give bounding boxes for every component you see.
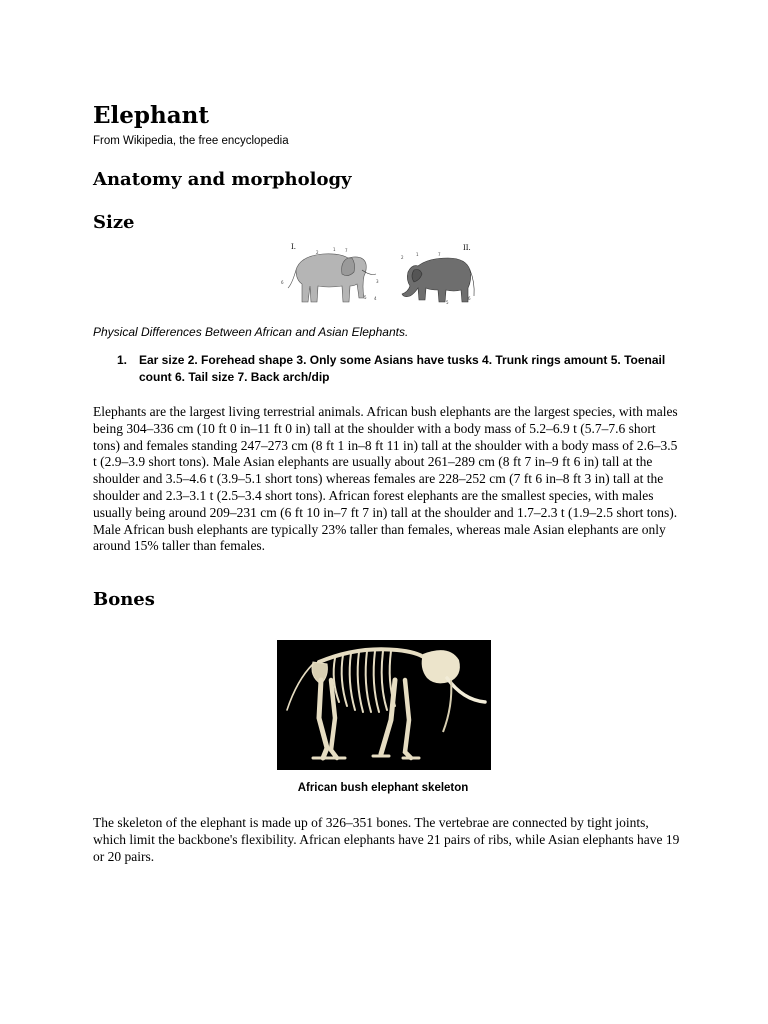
svg-text:4: 4: [374, 296, 377, 301]
bones-figure-caption: African bush elephant skeleton: [297, 782, 469, 794]
figure-label-left: I.: [291, 243, 296, 251]
svg-text:1: 1: [333, 247, 336, 252]
svg-text:5: 5: [364, 295, 367, 300]
svg-text:2: 2: [316, 250, 319, 255]
svg-text:6: 6: [281, 280, 284, 285]
list-item-number: 1.: [117, 353, 128, 367]
asian-elephant-drawing: [402, 258, 474, 302]
svg-text:5: 5: [446, 300, 449, 305]
bones-paragraph: The skeleton of the elephant is made up of 326–351 bones. The vertebrae are connected by tight joints, which limit the backbone's flexibility. African elephants have 21 pairs of ribs, while Asian elephants have 19 or 20 pairs.: [93, 815, 680, 864]
figure-label-right: II.: [463, 244, 471, 252]
svg-text:3: 3: [376, 279, 379, 284]
skeleton-skull: [422, 650, 460, 683]
section-heading-size: Size: [93, 212, 135, 233]
african-elephant-drawing: [288, 254, 376, 302]
svg-text:7: 7: [438, 252, 441, 257]
svg-text:6: 6: [468, 296, 471, 301]
svg-text:1: 1: [416, 252, 419, 257]
list-item: [93, 352, 673, 386]
section-heading-anatomy: Anatomy and morphology: [93, 169, 352, 190]
size-paragraph: Elephants are the largest living terrestrial animals. African bush elephants are the largest species, with males being 304–336 cm (10 ft 0 in–11 ft 0 in) tall at the shoulder with a body mass of 5.2–6.9 t (5.7–7.6 short tons) and females standing 247–273 cm (8 ft 1 in–8 ft 11 in) tall at the shoulder with a body mass of 2.6–3.5 t (2.9–3.9 short tons). Male Asian elephants are usually about 261–289 cm (8 ft 7 in–9 ft 6 in) tall at the shoulder and 3.5–4.6 t (3.9–5.1 short tons) whereas females are 228–252 cm (7 ft 6 in–8 ft 3 in) tall at the shoulder and 2.3–3.1 t (2.5–3.4 short tons). African forest elephants are the smallest species, with males usually being around 209–231 cm (6 ft 10 in–7 ft 7 in) tall at the shoulder and 1.7–2.3 t (1.9–2.5 short tons). Male African bush elephants are typically 23% taller than females, whereas male Asian elephants are only around 15% taller than females.: [93, 404, 678, 554]
page-subtitle: From Wikipedia, the free encyclopedia: [93, 135, 289, 147]
svg-text:2: 2: [401, 255, 404, 260]
list-item-text: Ear size 2. Forehead shape 3. Only some Asians have tusks 4. Trunk rings amount 5. Toenail count 6. Tail size 7. Back arch/dip: [139, 353, 666, 384]
svg-text:7: 7: [345, 248, 348, 253]
size-figure-caption: Physical Differences Between African and Asian Elephants.: [93, 325, 409, 339]
section-heading-bones: Bones: [93, 589, 155, 610]
elephant-comparison-figure: [278, 240, 483, 308]
elephant-skeleton-image: [277, 640, 491, 770]
elephant-differences-list: [93, 352, 673, 386]
page-title: Elephant: [93, 102, 209, 129]
